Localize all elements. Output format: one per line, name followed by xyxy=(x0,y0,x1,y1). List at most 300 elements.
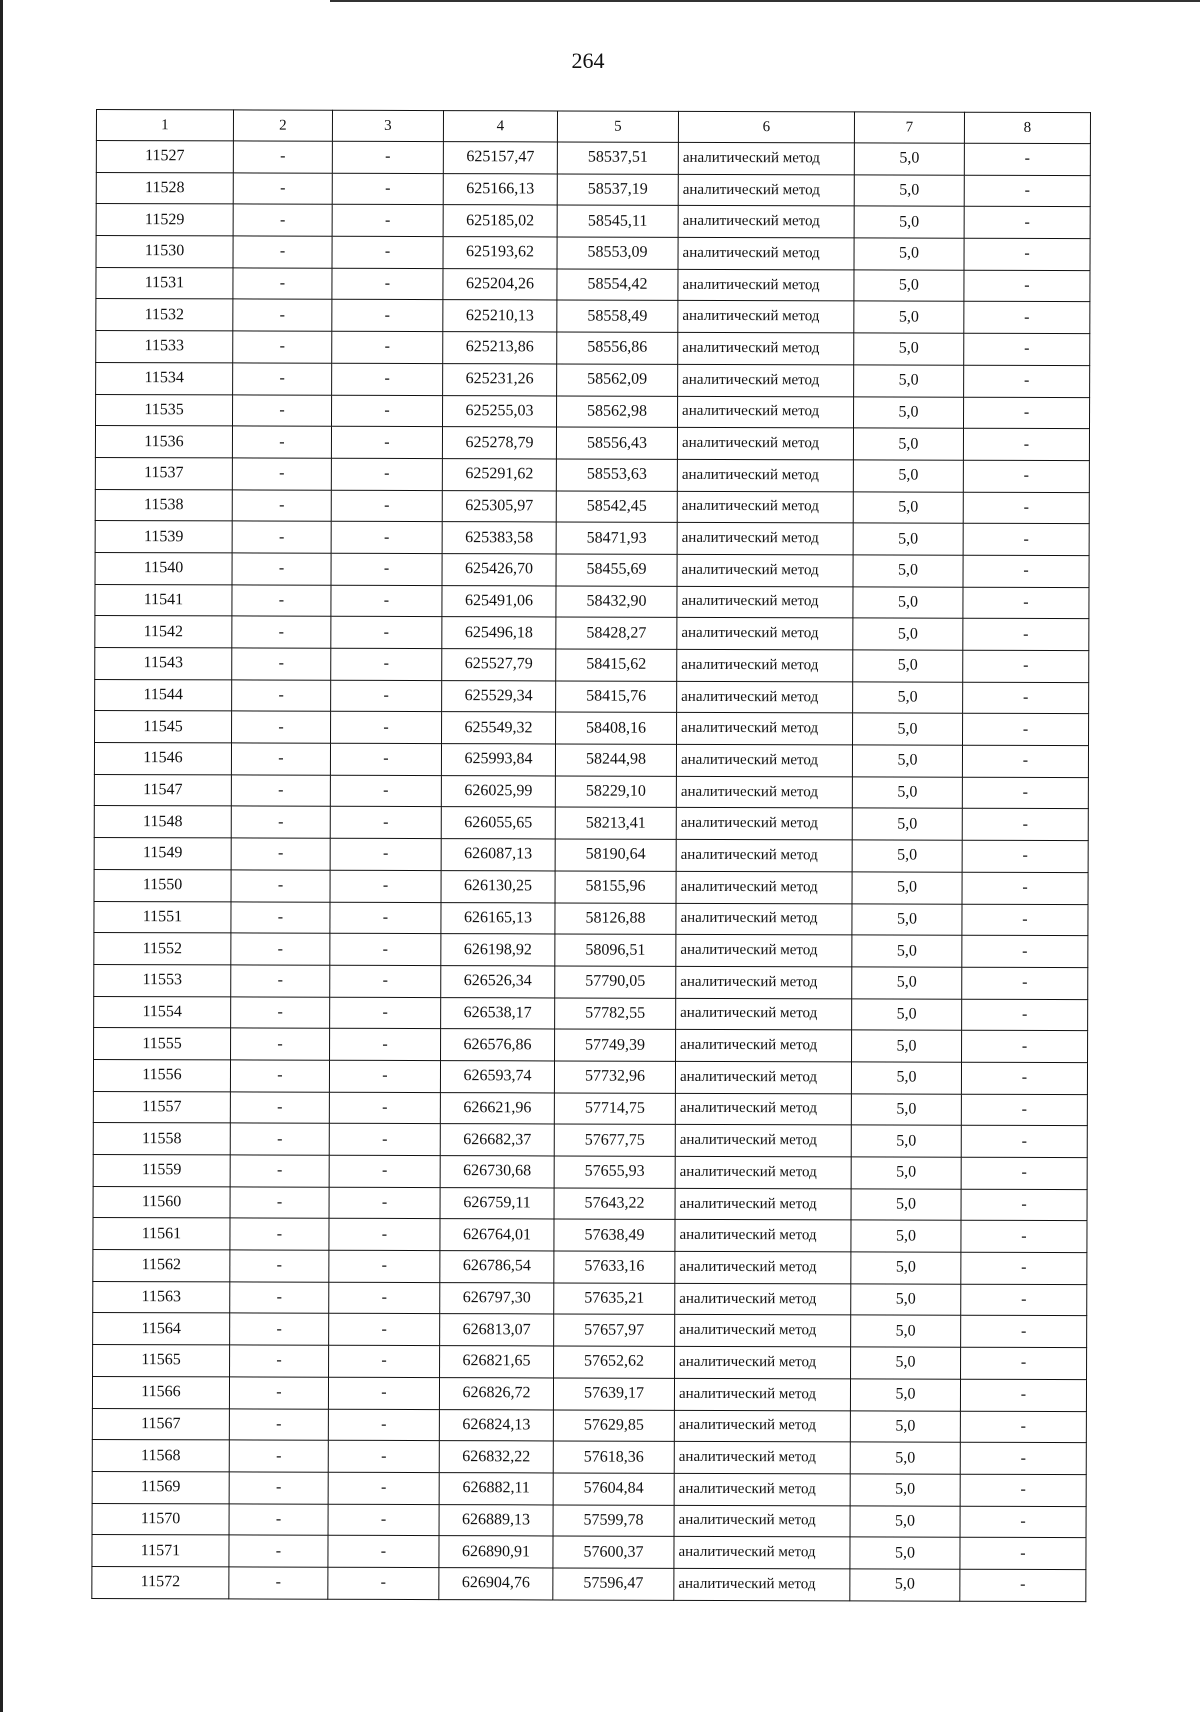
x-coordinate-cell: 626797,30 xyxy=(440,1282,554,1314)
column-header-6: 6 xyxy=(678,111,854,143)
col8-cell: - xyxy=(964,302,1090,334)
method-cell: аналитический метод xyxy=(678,142,854,174)
col8-cell: - xyxy=(962,809,1088,841)
table-row xyxy=(94,838,1088,873)
table-row xyxy=(94,869,1088,904)
table-row xyxy=(96,236,1090,271)
x-coordinate-cell: 626813,07 xyxy=(440,1314,554,1346)
accuracy-cell: 5,0 xyxy=(851,1252,961,1284)
col3-cell: - xyxy=(329,1060,440,1092)
col8-cell: - xyxy=(961,1094,1087,1126)
y-coordinate-cell: 58415,62 xyxy=(556,649,677,681)
accuracy-cell: 5,0 xyxy=(851,1094,961,1126)
col2-cell: - xyxy=(230,1282,329,1314)
y-coordinate-cell: 57782,55 xyxy=(555,998,676,1030)
col3-cell: - xyxy=(330,838,441,870)
y-coordinate-cell: 57655,93 xyxy=(554,1156,675,1188)
table-row xyxy=(93,1313,1087,1348)
col3-cell: - xyxy=(328,1377,439,1409)
method-cell: аналитический метод xyxy=(675,1061,851,1093)
col2-cell: - xyxy=(232,553,331,585)
method-cell: аналитический метод xyxy=(674,1473,850,1505)
accuracy-cell: 5,0 xyxy=(853,650,963,682)
y-coordinate-cell: 57732,96 xyxy=(554,1061,675,1093)
col3-cell: - xyxy=(332,173,443,205)
col3-cell: - xyxy=(331,521,442,553)
method-cell: аналитический метод xyxy=(676,839,852,871)
col3-cell: - xyxy=(332,300,443,332)
col3-cell: - xyxy=(331,490,442,522)
point-number-cell: 11552 xyxy=(94,933,231,965)
accuracy-cell: 5,0 xyxy=(852,808,962,840)
col3-cell: - xyxy=(330,743,441,775)
table-row xyxy=(94,933,1088,968)
accuracy-cell: 5,0 xyxy=(851,1125,961,1157)
x-coordinate-cell: 626025,99 xyxy=(441,775,555,807)
col3-cell: - xyxy=(332,363,443,395)
col3-cell: - xyxy=(329,1345,440,1377)
y-coordinate-cell: 58553,63 xyxy=(556,459,677,491)
x-coordinate-cell: 625496,18 xyxy=(442,617,556,649)
col2-cell: - xyxy=(233,173,332,205)
x-coordinate-cell: 626826,72 xyxy=(439,1377,553,1409)
y-coordinate-cell: 58556,86 xyxy=(557,332,678,364)
table-row xyxy=(94,774,1088,809)
accuracy-cell: 5,0 xyxy=(854,143,964,175)
table-row xyxy=(96,267,1090,302)
col3-cell: - xyxy=(331,617,442,649)
column-header-3: 3 xyxy=(332,110,443,141)
accuracy-cell: 5,0 xyxy=(854,396,964,428)
point-number-cell: 11530 xyxy=(96,236,233,268)
point-number-cell: 11527 xyxy=(96,141,233,173)
point-number-cell: 11532 xyxy=(96,299,233,331)
method-cell: аналитический метод xyxy=(677,491,853,523)
table-row xyxy=(93,1345,1087,1380)
point-number-cell: 11546 xyxy=(94,743,231,775)
y-coordinate-cell: 57749,39 xyxy=(555,1029,676,1061)
table-header-row xyxy=(96,110,1090,144)
accuracy-cell: 5,0 xyxy=(852,935,962,967)
col8-cell: - xyxy=(962,935,1088,967)
x-coordinate-cell: 625157,47 xyxy=(443,142,557,174)
y-coordinate-cell: 58556,43 xyxy=(556,427,677,459)
x-coordinate-cell: 626526,34 xyxy=(441,965,555,997)
x-coordinate-cell: 626576,86 xyxy=(441,1029,555,1061)
point-number-cell: 11553 xyxy=(94,964,231,996)
col3-cell: - xyxy=(330,902,441,934)
column-header-1: 1 xyxy=(96,110,233,141)
point-number-cell: 11543 xyxy=(95,647,232,679)
col2-cell: - xyxy=(231,870,330,902)
point-number-cell: 11566 xyxy=(92,1376,229,1408)
accuracy-cell: 5,0 xyxy=(854,270,964,302)
y-coordinate-cell: 58554,42 xyxy=(557,269,678,301)
accuracy-cell: 5,0 xyxy=(853,460,963,492)
method-cell: аналитический метод xyxy=(675,1251,851,1283)
accuracy-cell: 5,0 xyxy=(853,428,963,460)
point-number-cell: 11537 xyxy=(95,457,232,489)
point-number-cell: 11560 xyxy=(93,1186,230,1218)
col3-cell: - xyxy=(328,1535,439,1567)
accuracy-cell: 5,0 xyxy=(852,745,962,777)
col8-cell: - xyxy=(963,492,1089,524)
table-row xyxy=(92,1408,1086,1443)
col8-cell: - xyxy=(963,555,1089,587)
accuracy-cell: 5,0 xyxy=(853,555,963,587)
accuracy-cell: 5,0 xyxy=(852,998,962,1030)
accuracy-cell: 5,0 xyxy=(854,175,964,207)
col2-cell: - xyxy=(233,363,332,395)
point-number-cell: 11554 xyxy=(94,996,231,1028)
table-row xyxy=(96,299,1090,334)
col3-cell: - xyxy=(332,268,443,300)
point-number-cell: 11544 xyxy=(95,679,232,711)
column-header-7: 7 xyxy=(854,112,964,143)
col8-cell: - xyxy=(962,999,1088,1031)
y-coordinate-cell: 58545,11 xyxy=(557,205,678,237)
table-row xyxy=(93,1154,1087,1189)
point-number-cell: 11562 xyxy=(93,1250,230,1282)
y-coordinate-cell: 58408,16 xyxy=(556,712,677,744)
col8-cell: - xyxy=(961,1316,1087,1348)
x-coordinate-cell: 626198,92 xyxy=(441,934,555,966)
col8-cell: - xyxy=(963,714,1089,746)
y-coordinate-cell: 57633,16 xyxy=(554,1251,675,1283)
point-number-cell: 11557 xyxy=(93,1091,230,1123)
x-coordinate-cell: 626055,65 xyxy=(441,807,555,839)
col3-cell: - xyxy=(330,1028,441,1060)
point-number-cell: 11528 xyxy=(96,172,233,204)
accuracy-cell: 5,0 xyxy=(854,238,964,270)
col2-cell: - xyxy=(233,268,332,300)
table-row xyxy=(94,996,1088,1031)
col2-cell: - xyxy=(232,711,331,743)
table-row xyxy=(93,1218,1087,1253)
col2-cell: - xyxy=(229,1408,328,1440)
x-coordinate-cell: 626832,22 xyxy=(439,1441,553,1473)
point-number-cell: 11529 xyxy=(96,204,233,236)
col8-cell: - xyxy=(961,1347,1087,1379)
accuracy-cell: 5,0 xyxy=(854,301,964,333)
x-coordinate-cell: 626087,13 xyxy=(441,839,555,871)
table-row xyxy=(95,584,1089,619)
col8-cell: - xyxy=(964,270,1090,302)
table-row xyxy=(96,362,1090,397)
y-coordinate-cell: 57599,78 xyxy=(553,1505,674,1537)
y-coordinate-cell: 58562,09 xyxy=(557,364,678,396)
point-number-cell: 11548 xyxy=(94,806,231,838)
col8-cell: - xyxy=(964,365,1090,397)
accuracy-cell: 5,0 xyxy=(852,777,962,809)
y-coordinate-cell: 58432,90 xyxy=(556,586,677,618)
col8-cell: - xyxy=(962,1030,1088,1062)
accuracy-cell: 5,0 xyxy=(853,587,963,619)
col2-cell: - xyxy=(231,743,330,775)
col8-cell: - xyxy=(960,1379,1086,1411)
x-coordinate-cell: 625185,02 xyxy=(443,205,557,237)
point-number-cell: 11542 xyxy=(95,616,232,648)
col8-cell: - xyxy=(961,1284,1087,1316)
col3-cell: - xyxy=(330,807,441,839)
accuracy-cell: 5,0 xyxy=(854,206,964,238)
col2-cell: - xyxy=(230,1218,329,1250)
page-number: 264 xyxy=(571,48,605,73)
method-cell: аналитический метод xyxy=(676,776,852,808)
column-header-4: 4 xyxy=(443,111,557,142)
method-cell: аналитический метод xyxy=(676,808,852,840)
col3-cell: - xyxy=(329,1124,440,1156)
y-coordinate-cell: 57596,47 xyxy=(553,1568,674,1600)
x-coordinate-cell: 625305,97 xyxy=(442,490,556,522)
col2-cell: - xyxy=(232,585,331,617)
x-coordinate-cell: 625213,86 xyxy=(443,332,557,364)
col8-cell: - xyxy=(963,460,1089,492)
table-row xyxy=(95,552,1089,587)
table-row xyxy=(96,394,1090,429)
method-cell: аналитический метод xyxy=(676,744,852,776)
x-coordinate-cell: 625231,26 xyxy=(443,363,557,395)
method-cell: аналитический метод xyxy=(675,1283,851,1315)
col8-cell: - xyxy=(961,1252,1087,1284)
method-cell: аналитический метод xyxy=(675,1188,851,1220)
table-row xyxy=(96,172,1090,207)
y-coordinate-cell: 58471,93 xyxy=(556,522,677,554)
accuracy-cell: 5,0 xyxy=(851,1157,961,1189)
col2-cell: - xyxy=(233,236,332,268)
table-row xyxy=(94,901,1088,936)
y-coordinate-cell: 57638,49 xyxy=(554,1219,675,1251)
col2-cell: - xyxy=(229,1567,328,1599)
point-number-cell: 11567 xyxy=(92,1408,229,1440)
x-coordinate-cell: 625491,06 xyxy=(442,585,556,617)
table-row xyxy=(94,806,1088,841)
point-number-cell: 11545 xyxy=(95,711,232,743)
col3-cell: - xyxy=(332,395,443,427)
method-cell: аналитический метод xyxy=(674,1537,850,1569)
col2-cell: - xyxy=(230,1345,329,1377)
table-row xyxy=(93,1059,1087,1094)
col3-cell: - xyxy=(329,1092,440,1124)
col2-cell: - xyxy=(229,1440,328,1472)
y-coordinate-cell: 58428,27 xyxy=(556,617,677,649)
accuracy-cell: 5,0 xyxy=(852,872,962,904)
table-row xyxy=(95,711,1089,746)
x-coordinate-cell: 625255,03 xyxy=(443,395,557,427)
point-number-cell: 11540 xyxy=(95,552,232,584)
col3-cell: - xyxy=(329,1282,440,1314)
y-coordinate-cell: 57600,37 xyxy=(553,1536,674,1568)
col8-cell: - xyxy=(964,207,1090,239)
col8-cell: - xyxy=(960,1569,1086,1601)
method-cell: аналитический метод xyxy=(675,1093,851,1125)
table-row xyxy=(93,1091,1087,1126)
table-row xyxy=(96,331,1090,366)
col8-cell: - xyxy=(961,1221,1087,1253)
accuracy-cell: 5,0 xyxy=(853,713,963,745)
col8-cell: - xyxy=(961,1189,1087,1221)
x-coordinate-cell: 626165,13 xyxy=(441,902,555,934)
point-number-cell: 11565 xyxy=(93,1345,230,1377)
col3-cell: - xyxy=(329,1314,440,1346)
col8-cell: - xyxy=(963,587,1089,619)
col3-cell: - xyxy=(330,933,441,965)
col3-cell: - xyxy=(330,965,441,997)
col8-cell: - xyxy=(961,1126,1087,1158)
table-body xyxy=(92,141,1091,1602)
x-coordinate-cell: 625993,84 xyxy=(441,744,555,776)
x-coordinate-cell: 625549,32 xyxy=(442,712,556,744)
col8-cell: - xyxy=(963,523,1089,555)
column-header-5: 5 xyxy=(557,111,678,142)
method-cell: аналитический метод xyxy=(677,618,853,650)
col2-cell: - xyxy=(230,1123,329,1155)
point-number-cell: 11556 xyxy=(93,1059,230,1091)
y-coordinate-cell: 57629,85 xyxy=(553,1409,674,1441)
method-cell: аналитический метод xyxy=(676,966,852,998)
col3-cell: - xyxy=(332,331,443,363)
accuracy-cell: 5,0 xyxy=(852,1030,962,1062)
point-number-cell: 11572 xyxy=(92,1566,229,1598)
method-cell: аналитический метод xyxy=(676,935,852,967)
col8-cell: - xyxy=(960,1442,1086,1474)
y-coordinate-cell: 58537,19 xyxy=(557,174,678,206)
y-coordinate-cell: 57643,22 xyxy=(554,1188,675,1220)
accuracy-cell: 5,0 xyxy=(854,365,964,397)
table-row xyxy=(95,489,1089,524)
y-coordinate-cell: 57790,05 xyxy=(555,966,676,998)
method-cell: аналитический метод xyxy=(678,174,854,206)
accuracy-cell: 5,0 xyxy=(853,491,963,523)
scan-left-edge xyxy=(0,0,3,1712)
point-number-cell: 11531 xyxy=(96,267,233,299)
accuracy-cell: 5,0 xyxy=(851,1347,961,1379)
x-coordinate-cell: 626730,68 xyxy=(440,1156,554,1188)
point-number-cell: 11541 xyxy=(95,584,232,616)
col2-cell: - xyxy=(229,1377,328,1409)
point-number-cell: 11568 xyxy=(92,1440,229,1472)
method-cell: аналитический метод xyxy=(675,1220,851,1252)
accuracy-cell: 5,0 xyxy=(851,1062,961,1094)
y-coordinate-cell: 58553,09 xyxy=(557,237,678,269)
x-coordinate-cell: 625204,26 xyxy=(443,268,557,300)
method-cell: аналитический метод xyxy=(678,364,854,396)
col8-cell: - xyxy=(961,1157,1087,1189)
method-cell: аналитический метод xyxy=(675,1125,851,1157)
method-cell: аналитический метод xyxy=(674,1442,850,1474)
method-cell: аналитический метод xyxy=(676,998,852,1030)
point-number-cell: 11559 xyxy=(93,1154,230,1186)
col2-cell: - xyxy=(232,521,331,553)
method-cell: аналитический метод xyxy=(676,1030,852,1062)
column-header-2: 2 xyxy=(233,110,332,141)
col3-cell: - xyxy=(331,712,442,744)
method-cell: аналитический метод xyxy=(678,396,854,428)
col3-cell: - xyxy=(330,870,441,902)
col8-cell: - xyxy=(964,238,1090,270)
accuracy-cell: 5,0 xyxy=(850,1410,960,1442)
col8-cell: - xyxy=(960,1411,1086,1443)
coordinates-table xyxy=(91,109,1091,1602)
table-row xyxy=(93,1123,1087,1158)
point-number-cell: 11538 xyxy=(95,489,232,521)
method-cell: аналитический метод xyxy=(677,586,853,618)
table-row xyxy=(96,204,1090,239)
col3-cell: - xyxy=(331,585,442,617)
col2-cell: - xyxy=(231,965,330,997)
col3-cell: - xyxy=(329,1219,440,1251)
method-cell: аналитический метод xyxy=(678,301,854,333)
table-row xyxy=(95,647,1089,682)
method-cell: аналитический метод xyxy=(676,871,852,903)
col2-cell: - xyxy=(231,775,330,807)
x-coordinate-cell: 626890,91 xyxy=(439,1536,553,1568)
col8-cell: - xyxy=(964,143,1090,175)
col2-cell: - xyxy=(230,1313,329,1345)
x-coordinate-cell: 626621,96 xyxy=(440,1092,554,1124)
point-number-cell: 11563 xyxy=(93,1281,230,1313)
col2-cell: - xyxy=(230,1155,329,1187)
method-cell: аналитический метод xyxy=(676,903,852,935)
accuracy-cell: 5,0 xyxy=(853,682,963,714)
y-coordinate-cell: 57604,84 xyxy=(553,1473,674,1505)
column-header-8: 8 xyxy=(964,112,1090,143)
y-coordinate-cell: 58537,51 xyxy=(557,142,678,174)
y-coordinate-cell: 58562,98 xyxy=(557,395,678,427)
col2-cell: - xyxy=(230,1092,329,1124)
accuracy-cell: 5,0 xyxy=(851,1315,961,1347)
y-coordinate-cell: 58126,88 xyxy=(555,902,676,934)
table-row xyxy=(92,1503,1086,1538)
table-row xyxy=(92,1535,1086,1570)
col8-cell: - xyxy=(960,1506,1086,1538)
table-row xyxy=(96,141,1090,176)
col3-cell: - xyxy=(332,141,443,173)
col8-cell: - xyxy=(962,840,1088,872)
point-number-cell: 11571 xyxy=(92,1535,229,1567)
col3-cell: - xyxy=(329,1250,440,1282)
table-row xyxy=(92,1566,1086,1601)
col3-cell: - xyxy=(328,1409,439,1441)
method-cell: аналитический метод xyxy=(677,428,853,460)
x-coordinate-cell: 625278,79 xyxy=(442,427,556,459)
col3-cell: - xyxy=(330,775,441,807)
accuracy-cell: 5,0 xyxy=(852,840,962,872)
x-coordinate-cell: 625527,79 xyxy=(442,649,556,681)
accuracy-cell: 5,0 xyxy=(852,903,962,935)
col8-cell: - xyxy=(962,872,1088,904)
col8-cell: - xyxy=(963,428,1089,460)
point-number-cell: 11549 xyxy=(94,838,231,870)
point-number-cell: 11570 xyxy=(92,1503,229,1535)
method-cell: аналитический метод xyxy=(674,1410,850,1442)
col3-cell: - xyxy=(328,1440,439,1472)
accuracy-cell: 5,0 xyxy=(850,1505,960,1537)
x-coordinate-cell: 626130,25 xyxy=(441,870,555,902)
table-row xyxy=(95,521,1089,556)
col8-cell: - xyxy=(962,745,1088,777)
point-number-cell: 11547 xyxy=(94,774,231,806)
table-row xyxy=(92,1376,1086,1411)
y-coordinate-cell: 58213,41 xyxy=(555,807,676,839)
point-number-cell: 11569 xyxy=(92,1471,229,1503)
accuracy-cell: 5,0 xyxy=(850,1569,960,1601)
point-number-cell: 11533 xyxy=(96,331,233,363)
accuracy-cell: 5,0 xyxy=(851,1284,961,1316)
y-coordinate-cell: 58455,69 xyxy=(556,554,677,586)
table-row xyxy=(93,1281,1087,1316)
y-coordinate-cell: 57618,36 xyxy=(553,1441,674,1473)
